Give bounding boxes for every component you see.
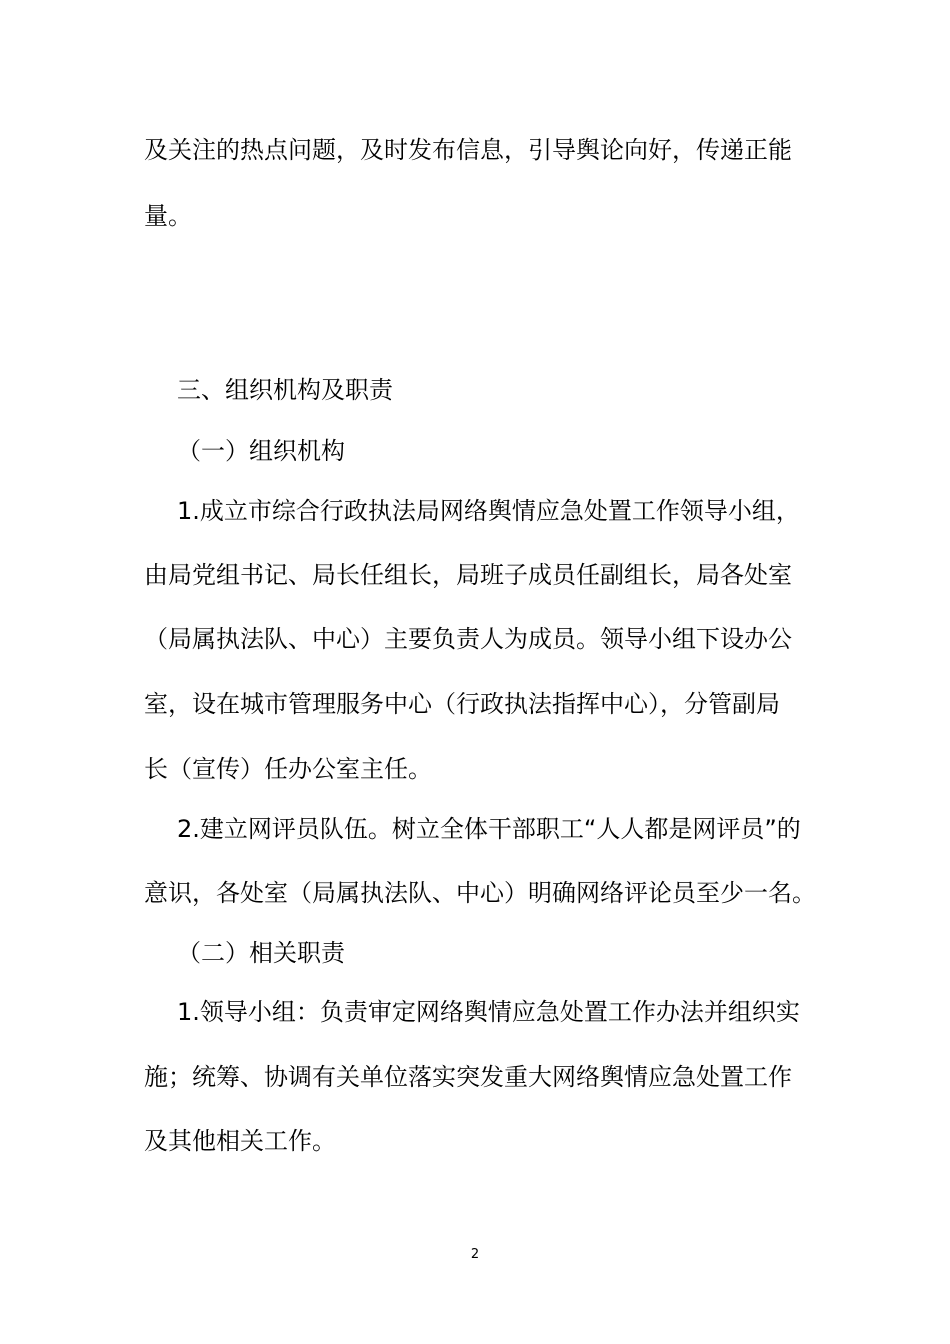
paragraph-line: 2.建立网评员队伍。树立全体干部职工“人人都是网评员”的 xyxy=(177,815,801,843)
paragraph-line: （局属执法队、中心）主要负责人为成员。领导小组下设办公 xyxy=(144,625,792,653)
paragraph-line: 施；统筹、协调有关单位落实突发重大网络舆情应急处置工作 xyxy=(144,1063,792,1091)
paragraph-line: 1.成立市综合行政执法局网络舆情应急处置工作领导小组， xyxy=(177,497,800,525)
page-number: 2 xyxy=(470,1247,480,1262)
paragraph-line: 长（宣传）任办公室主任。 xyxy=(144,755,432,783)
section-heading: 三、组织机构及职责 xyxy=(177,376,393,404)
paragraph-line: 意识，各处室（局属执法队、中心）明确网络评论员至少一名。 xyxy=(144,879,816,907)
subsection-heading: （二）相关职责 xyxy=(177,939,345,967)
subsection-heading: （一）组织机构 xyxy=(177,437,345,465)
paragraph-line: 量。 xyxy=(144,202,192,230)
paragraph-line: 由局党组书记、局长任组长，局班子成员任副组长，局各处室 xyxy=(144,561,792,589)
paragraph-line: 及关注的热点问题，及时发布信息，引导舆论向好，传递正能 xyxy=(144,136,792,164)
paragraph-line: 1.领导小组：负责审定网络舆情应急处置工作办法并组织实 xyxy=(177,998,800,1026)
paragraph-line: 及其他相关工作。 xyxy=(144,1127,336,1155)
paragraph-line: 室，设在城市管理服务中心（行政执法指挥中心），分管副局 xyxy=(144,690,780,718)
